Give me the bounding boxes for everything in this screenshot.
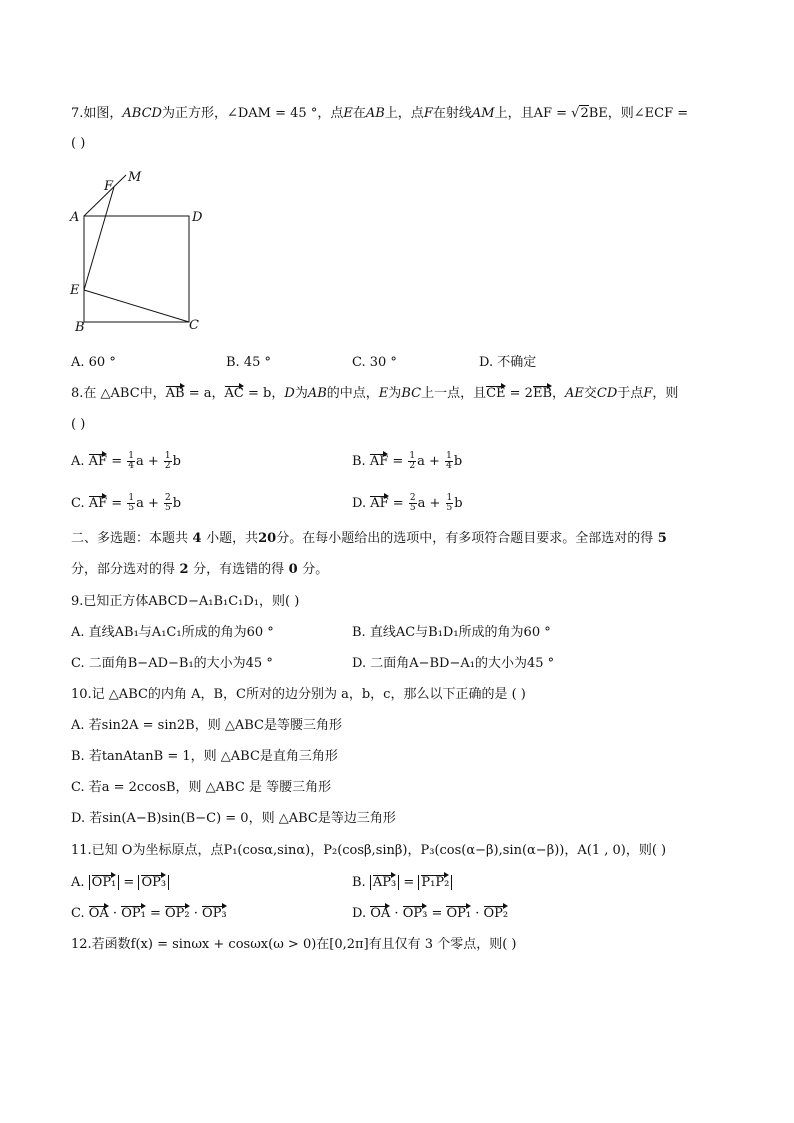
q7-figure <box>64 163 214 338</box>
q11-option-d[interactable]: D. OA · OP₃ = OP₁ · OP₂ <box>352 906 509 921</box>
section2-heading-cont: 分，部分选对的得 2 分，有选错的得 0 分。 <box>71 562 329 577</box>
q11-option-a[interactable]: A. OP₁ = OP₃ <box>71 874 169 892</box>
q7-option-c[interactable]: C. 30 ° <box>352 355 397 370</box>
label-e: E <box>70 283 80 298</box>
q9-option-d[interactable]: D. 二面角A−BD−A₁的大小为45 ° <box>352 656 555 671</box>
q7-option-b[interactable]: B. 45 ° <box>226 355 271 370</box>
section2-heading: 二、多选题：本题共 4 小题，共20分。在每小题给出的选项中，有多项符合题目要求。全部选对的得 5 <box>71 531 667 546</box>
segment-ef <box>84 187 114 290</box>
q10-option-b[interactable]: B. 若tanAtanB = 1，则 △ABC是直角三角形 <box>71 749 338 764</box>
label-f: F <box>104 179 114 194</box>
q9-option-c[interactable]: C. 二面角B−AD−B₁的大小为45 ° <box>71 656 273 671</box>
q8-option-c[interactable]: C. AF = $\frac{1}{5}$ a + $\frac{2}{5}$ b <box>71 493 182 513</box>
q10-option-a[interactable]: A. 若sin2A = sin2B，则 △ABC是等腰三角形 <box>71 718 342 733</box>
label-c: C <box>189 318 199 333</box>
q11-option-c[interactable]: C. OA · OP₁ = OP₂ · OP₃ <box>71 906 227 921</box>
q7-stem: 7.如图，ABCD为正方形，∠DAM = 45 °，点E在AB上，点F在射线AM上，且AF = √2BE，则∠ECF = <box>71 106 689 121</box>
label-d: D <box>192 210 203 225</box>
q9-stem: 9.已知正方体ABCD−A₁B₁C₁D₁，则( ) <box>71 594 300 609</box>
q11-stem: 11.已知 O为坐标原点，点P₁(cosα,sinα)，P₂(cosβ,sinβ)，P₃(cos(α−β),sin(α−β))，A(1 , 0)，则( ) <box>71 843 667 858</box>
q8-stem: 8.在 △ABC中，AB = a，AC = b，D为AB的中点，E为BC上一点，且CE = 2EB，AE交CD于点F，则 <box>71 386 679 401</box>
segment-ec <box>84 290 189 322</box>
q11-option-b[interactable]: B. AP₃ = P₁P₂ <box>352 874 452 892</box>
q9-option-a[interactable]: A. 直线AB₁与A₁C₁所成的角为60 ° <box>71 625 274 640</box>
q8-option-a[interactable]: A. AF = $\frac{1}{4}$ a + $\frac{1}{2}$ b <box>71 451 181 471</box>
q12-stem: 12.若函数f(x) = sinωx + cosωx(ω > 0)在[0,2π]有且仅有 3 个零点，则( ) <box>71 937 517 952</box>
q10-option-c[interactable]: C. 若a = 2ccosB，则 △ABC 是 等腰三角形 <box>71 780 332 795</box>
label-a: A <box>70 210 80 225</box>
label-b: B <box>75 320 85 335</box>
q10-stem: 10.记 △ABC的内角 A，B，C所对的边分别为 a，b，c，那么以下正确的是 ( ) <box>71 687 526 702</box>
q8-option-d[interactable]: D. AF = $\frac{2}{5}$ a + $\frac{1}{5}$ b <box>352 493 463 513</box>
q10-option-d[interactable]: D. 若sin(A−B)sin(B−C) = 0，则 △ABC是等边三角形 <box>71 811 396 826</box>
q7-option-d[interactable]: D. 不确定 <box>479 355 537 370</box>
q9-option-b[interactable]: B. 直线AC与B₁D₁所成的角为60 ° <box>352 625 551 640</box>
label-m: M <box>128 170 142 185</box>
q7-option-a[interactable]: A. 60 ° <box>71 355 116 370</box>
q8-paren: ( ) <box>71 417 86 432</box>
q7-paren: ( ) <box>71 136 86 151</box>
q8-option-b[interactable]: B. AF = $\frac{1}{2}$ a + $\frac{1}{4}$ b <box>352 451 463 471</box>
